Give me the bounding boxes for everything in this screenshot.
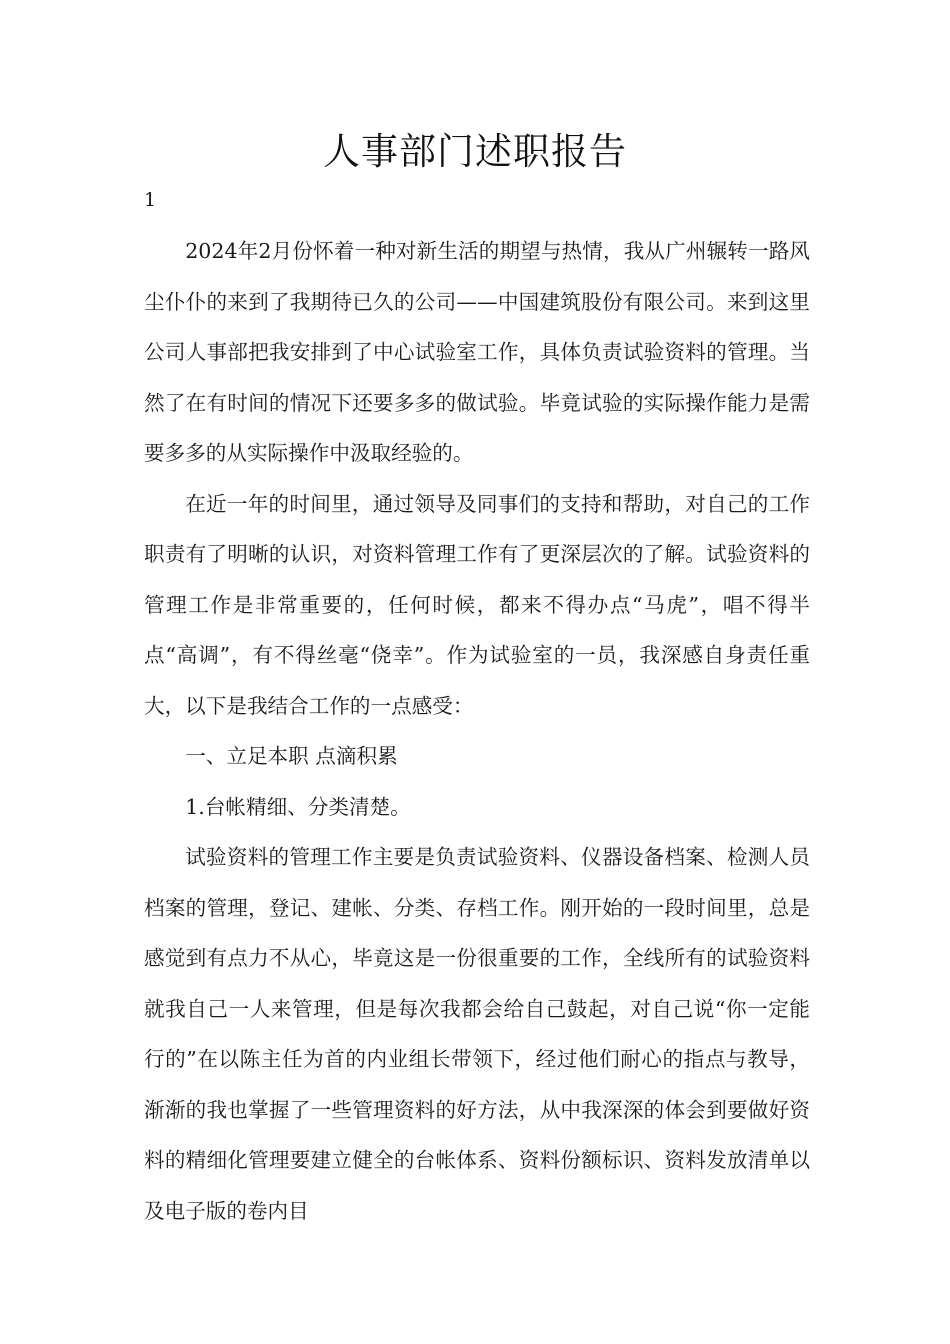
section-heading: 一、立足本职 点滴积累 bbox=[185, 744, 398, 768]
subsection-heading: 1.台帐精细、分类清楚。 bbox=[185, 794, 411, 819]
paragraph-details: 试验资料的管理工作主要是负责试验资料、仪器设备档案、检测人员档案的管理，登记、建帐、分类、存档工作。刚开始的一段时间里，总是感觉到有点力不从心，毕竟这是一份很重要的工作，全线所有的试验资料就我自己一人来管理，但是每次我都会给自己鼓起，对自己说“你一定能行的”在以陈主任为首的内业组长带领下，经过他们耐心的指点与教导，渐渐的我也掌握了一些管理资料的好方法，从中我深深的体会到要做好资料的精细化管理要建立健全的台帐体系、资料份额标识、资料发放清单以及电子版的卷内目 bbox=[144, 845, 810, 1223]
paragraph-intro: 2024年2月份怀着一种对新生活的期望与热情，我从广州辗转一路风尘仆仆的来到了我期待已久的公司——中国建筑股份有限公司。来到这里公司人事部把我安排到了中心试验室工作，具体负责试验资料的管理。当然了在有时间的情况下还要多多的做试验。毕竟试验的实际操作能力是需要多多的从实际操作中汲取经验的。 bbox=[144, 239, 810, 465]
paragraph-responsibility: 在近一年的时间里，通过领导及同事们的支持和帮助，对自己的工作职责有了明晰的认识，对资料管理工作有了更深层次的了解。试验资料的管理工作是非常重要的，任何时候，都来不得办点“马虎”，唱不得半点“高调”，有不得丝毫“侥幸”。作为试验室的一员，我深感自身责任重大，以下是我结合工作的一点感受： bbox=[144, 491, 810, 718]
page-number: 1 bbox=[144, 189, 157, 211]
document-body bbox=[144, 226, 810, 1236]
document-title: 人事部门述职报告 bbox=[323, 130, 627, 173]
